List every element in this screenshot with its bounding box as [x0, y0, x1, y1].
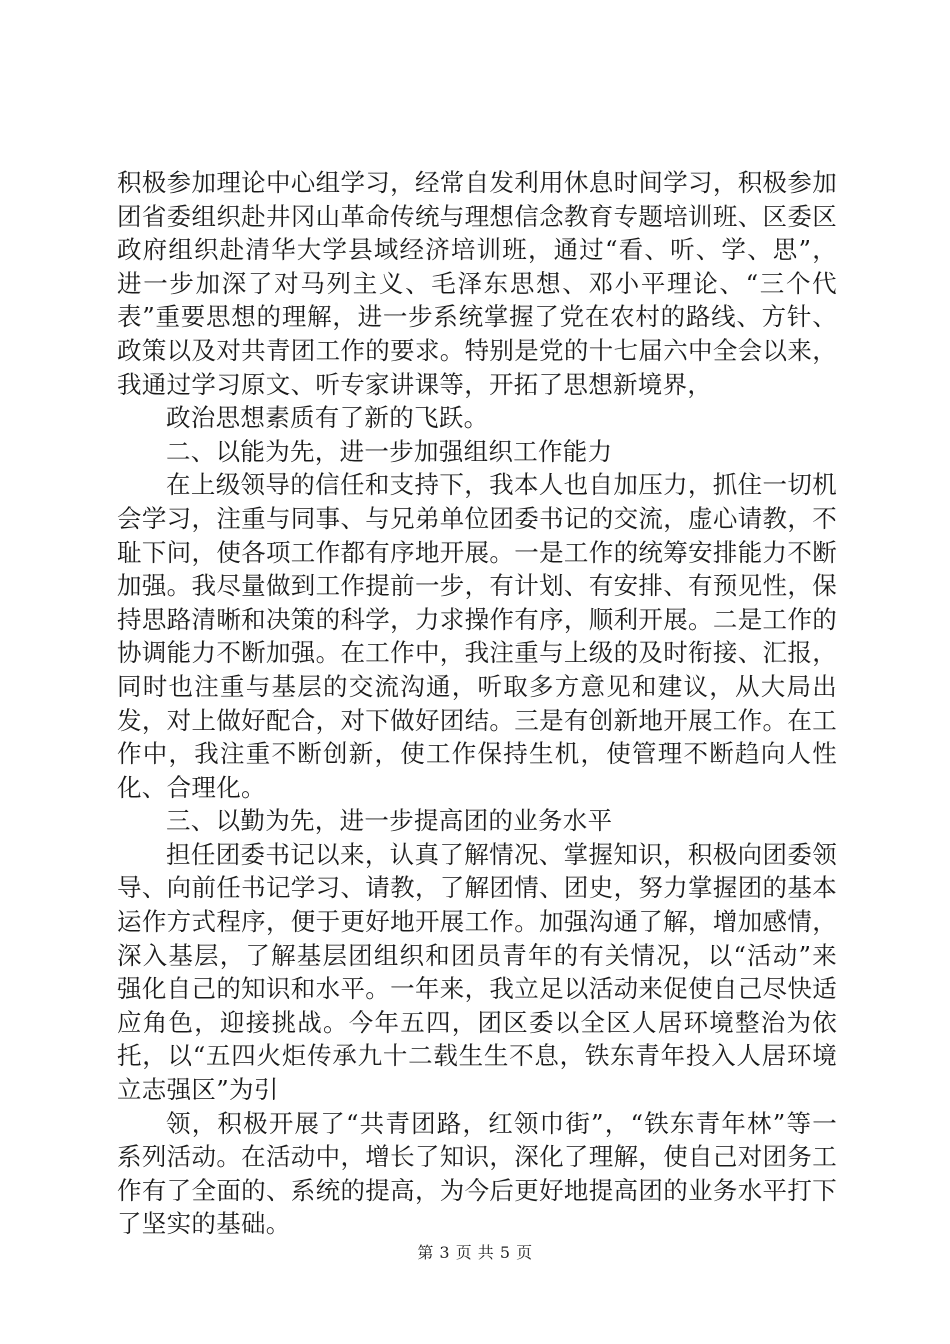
paragraph-study: 积极参加理论中心组学习，经常自发利用休息时间学习，积极参加团省委组织赴井冈山革命传统与理想信念教育专题培训班、区委区政府组织赴清华大学县域经济培训班，通过“看、听、学、思”，进一步加深了对马列主义、毛泽东思想、邓小平理论、“三个代表”重要思想的理解，进一步系统掌握了党在农村的路线、方针、政策以及对共青团工作的要求。特别是党的十七届六中全会以来，我通过学习原文、听专家讲课等，开拓了思想新境界， [117, 168, 837, 399]
section-heading-2: 二、以能为先，进一步加强组织工作能力 [166, 436, 613, 466]
page-number: 第 3 页 共 5 页 [417, 1243, 533, 1262]
paragraph-organization-ability: 在上级领导的信任和支持下，我本人也自加压力，抓住一切机会学习，注重与同事、与兄弟单位团委书记的交流，虚心请教，不耻下问，使各项工作都有序地开展。一是工作的统筹安排能力不断加强。我尽量做到工作提前一步，有计划、有安排、有预见性，保持思路清晰和决策的科学，力求操作有序，顺利开展。二是工作的协调能力不断加强。在工作中，我注重与上级的及时衔接、汇报，同时也注重与基层的交流沟通，听取多方意见和建议，从大局出发，对上做好配合，对下做好团结。三是有创新地开展工作。在工作中，我注重不断创新，使工作保持生机，使管理不断趋向人性化、合理化。 [117, 470, 837, 802]
paragraph-political-quality: 政治思想素质有了新的飞跃。 [166, 403, 489, 433]
section-heading-3: 三、以勤为先，进一步提高团的业务水平 [166, 806, 613, 836]
document-body [117, 166, 837, 1241]
paragraph-activities: 领，积极开展了“共青团路，红领巾街”，“铁东青年林”等一系列活动。在活动中，增长了知识，深化了理解，使自己对团务工作有了全面的、系统的提高，为今后更好地提高团的业务水平打下了坚实的基础。 [117, 1108, 837, 1239]
paragraph-business-level: 担任团委书记以来，认真了解情况、掌握知识，积极向团委领导、向前任书记学习、请教，了解团情、团史，努力掌握团的基本运作方式程序，便于更好地开展工作。加强沟通了解，增加感情，深入基层，了解基层团组织和团员青年的有关情况，以“活动”来强化自己的知识和水平。一年来，我立足以活动来促使自己尽快适应角色，迎接挑战。今年五四，团区委以全区人居环境整治为依托，以“五四火炬传承九十二载生生不息，铁东青年投入人居环境立志强区”为引 [117, 839, 837, 1105]
